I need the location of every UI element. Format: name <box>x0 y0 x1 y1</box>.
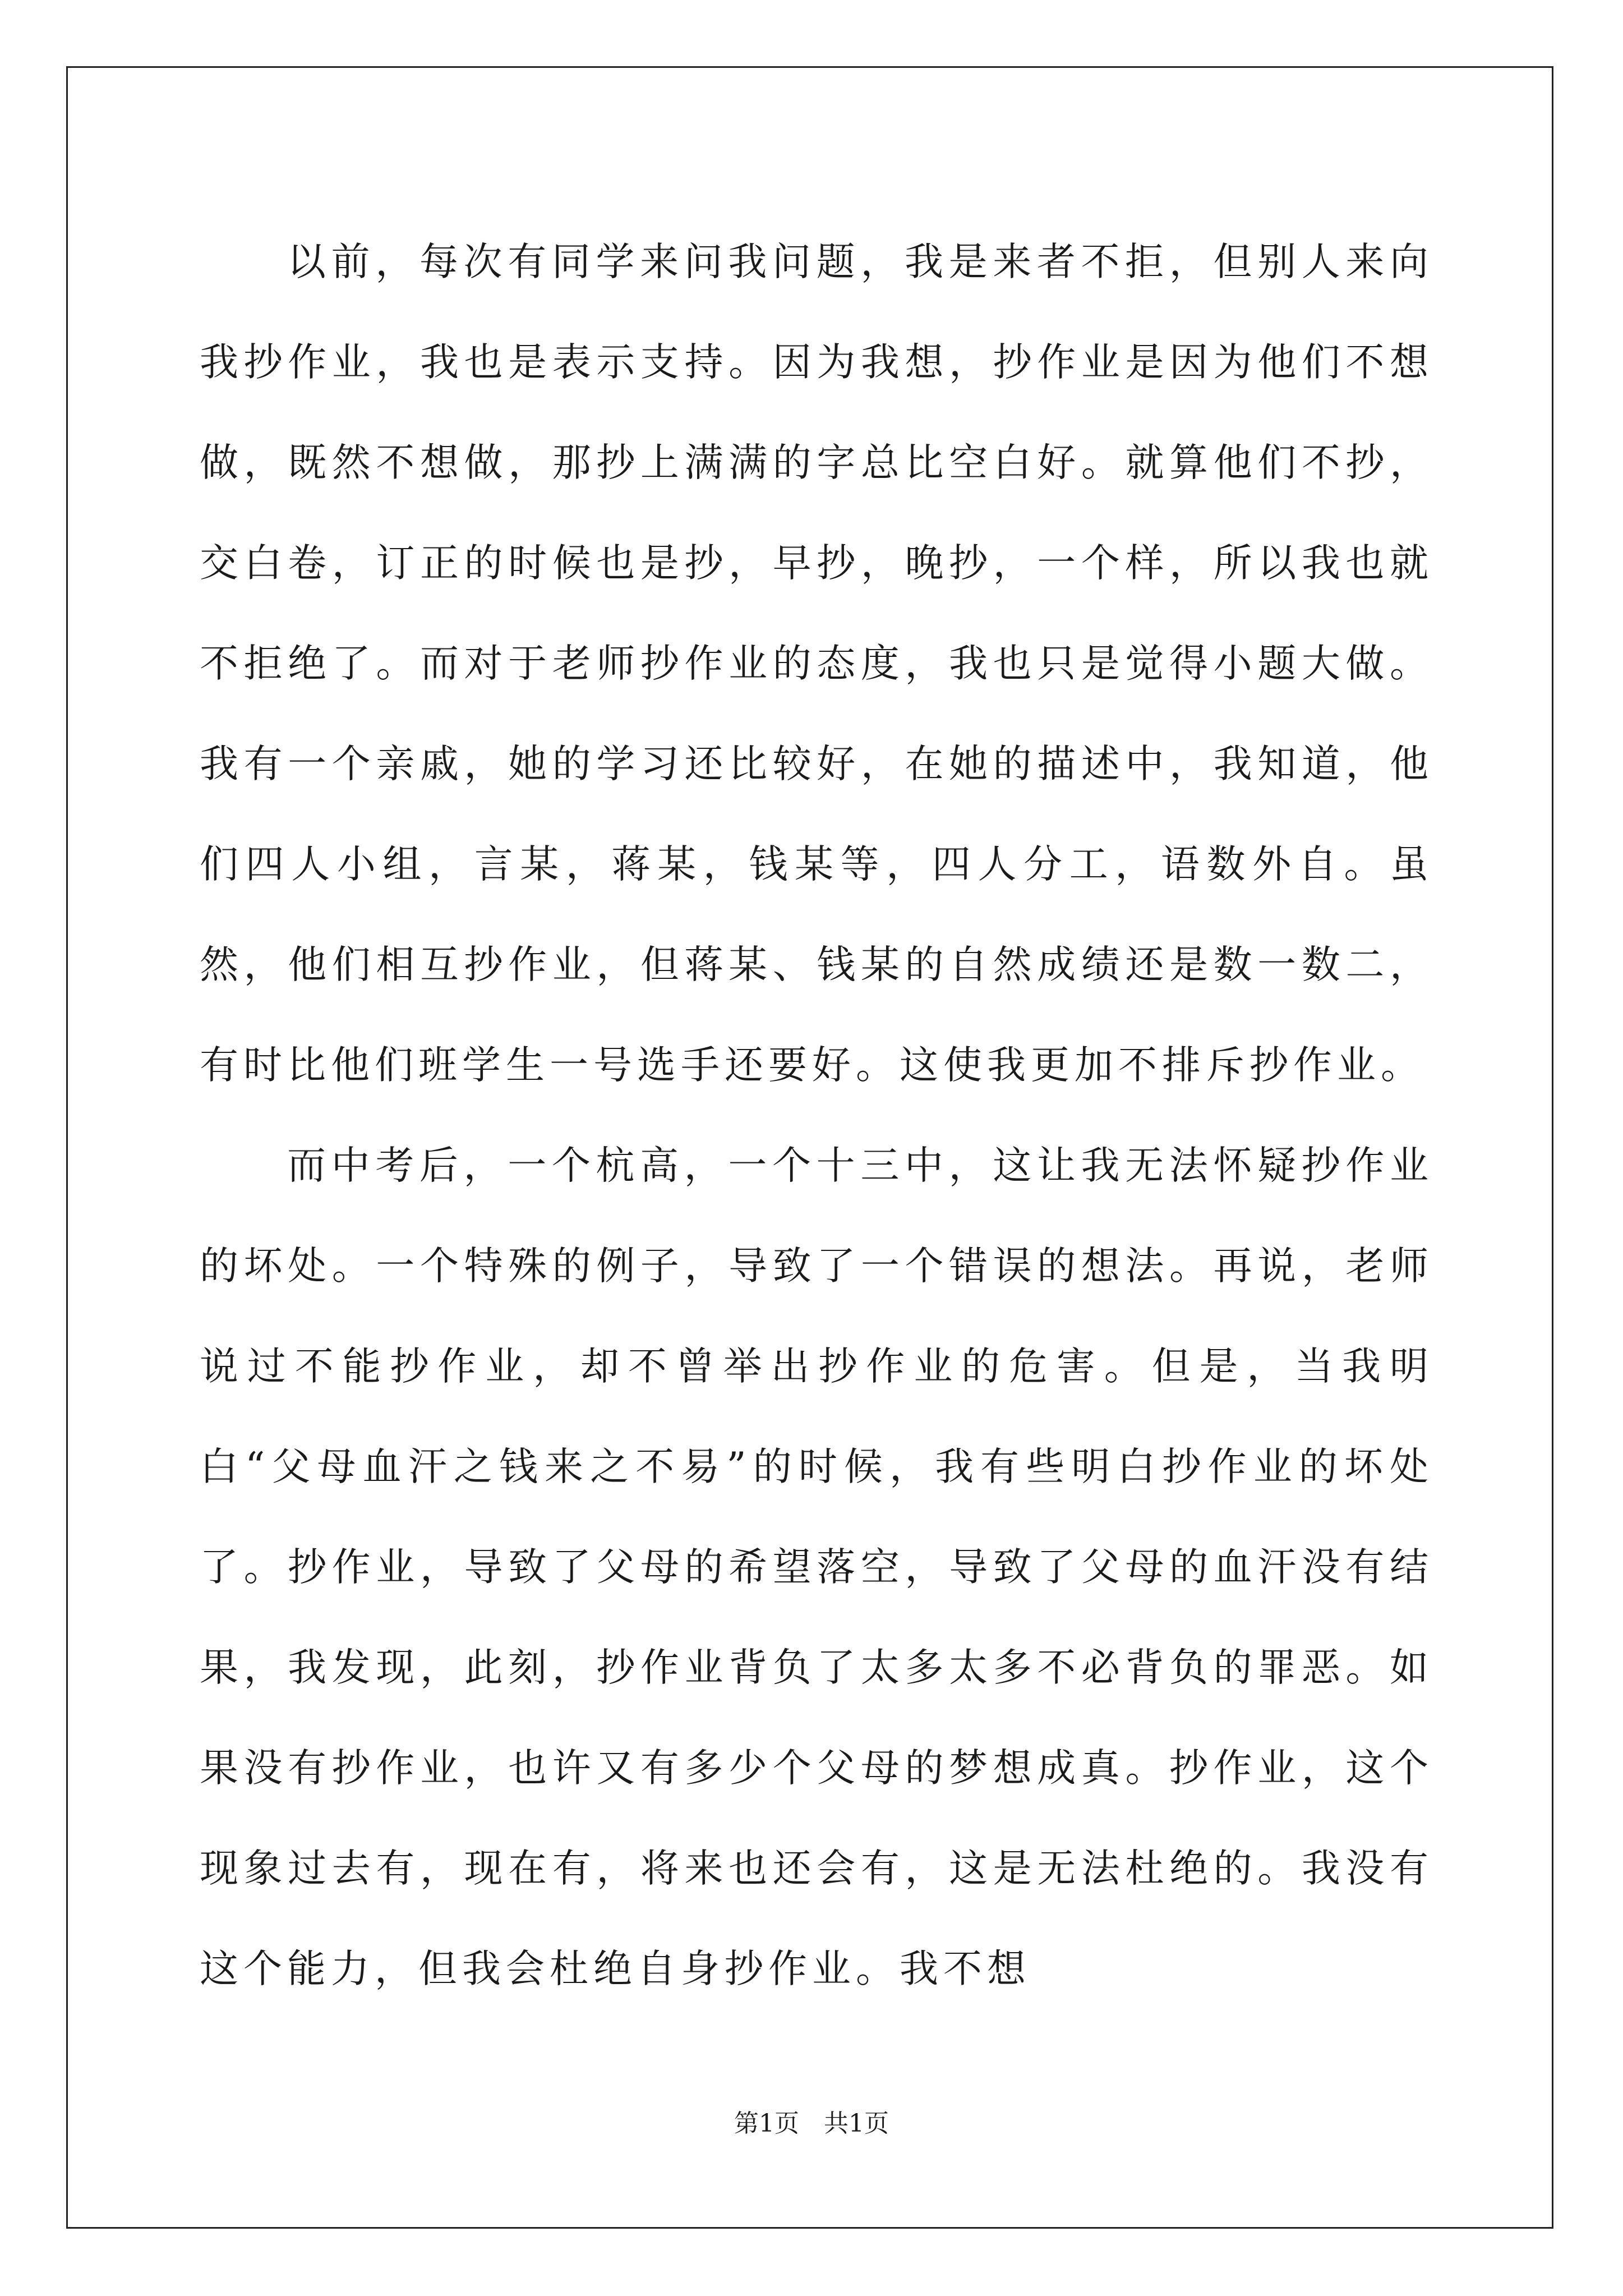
page-footer: 第1页 共1页 <box>734 2109 889 2138</box>
paragraph-2: 而中考后，一个杭高，一个十三中，这让我无法怀疑抄作业的坏处。一个特殊的例子，导致了一个错误的想法。再说，老师说过不能抄作业，却不曾举出抄作业的危害。但是，当我明白“父母血汗之钱来之不易”的时候，我有些明白抄作业的坏处了。抄作业，导致了父母的希望落空，导致了父母的血汗没有结果，我发现，此刻，抄作业背负了太多太多不必背负的罪恶。如果没有抄作业，也许又有多少个父母的梦想成真。抄作业，这个现象过去有，现在有，将来也还会有，这是无法杜绝的。我没有这个能力，但我会杜绝自身抄作业。我不想 <box>200 1143 1433 1991</box>
document-body <box>200 212 1433 2019</box>
paragraph-1: 以前，每次有同学来问我问题，我是来者不拒，但别人来向我抄作业，我也是表示支持。因为我想，抄作业是因为他们不想做，既然不想做，那抄上满满的字总比空白好。就算他们不抄，交白卷，订正的时候也是抄，早抄，晚抄，一个样，所以我也就不拒绝了。而对于老师抄作业的态度，我也只是觉得小题大做。我有一个亲戚，她的学习还比较好，在她的描述中，我知道，他们四人小组，言某，蒋某，钱某等，四人分工，语数外自。虽然，他们相互抄作业，但蒋某、钱某的自然成绩还是数一数二，有时比他们班学生一号选手还要好。这使我更加不排斥抄作业。 <box>200 240 1433 1088</box>
